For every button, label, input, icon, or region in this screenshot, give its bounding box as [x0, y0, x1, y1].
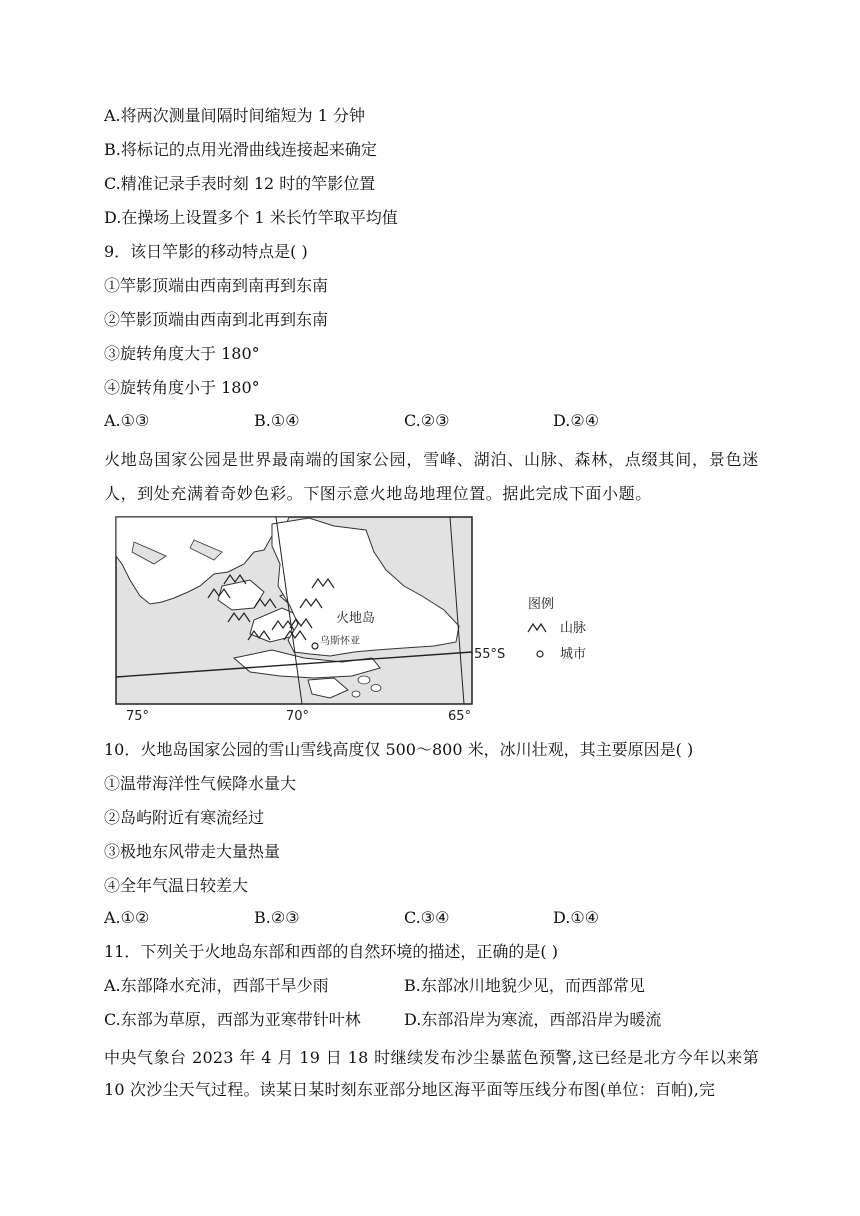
city-label: 乌斯怀亚 — [320, 636, 360, 647]
q11-stem: 11．下列关于火地岛东部和西部的自然环境的描述，正确的是( ) — [104, 942, 558, 961]
city-dot-ushuaia — [312, 643, 318, 649]
q10-item-3: ③极地东风带走大量热量 — [104, 842, 281, 861]
q8-option-a: A.将两次测量间隔时间缩短为 1 分钟 — [104, 106, 365, 125]
q9-choice-a: A.①③ — [104, 411, 150, 430]
intro-paragraph-1: 火地岛国家公园是世界最南端的国家公园，雪峰、湖泊、山脉、森林，点缀其间，景色迷人，到处充满着奇妙色彩。下图示意火地岛地理位置。据此完成下面小题。 — [104, 450, 759, 503]
q11-choice-a: A.东部降水充沛，西部干旱少雨 — [104, 976, 329, 995]
q11-choice-c: C.东部为草原，西部为亚寒带针叶林 — [104, 1010, 361, 1029]
q9-item-3: ③旋转角度大于 180° — [104, 344, 260, 363]
q9-stem: 9．该日竿影的移动特点是( ) — [104, 242, 308, 261]
lon-label-75: 75° — [126, 709, 150, 724]
q10-item-2: ②岛屿附近有寒流经过 — [104, 808, 265, 827]
map-legend — [528, 597, 586, 662]
intro-paragraph-2: 中央气象台 2023 年 4 月 19 日 18 时继续发布沙尘暴蓝色预警,这已经是北方今年以来第 10 次沙尘天气过程。读某日某时刻东亚部分地区海平面等压线分布图(单位：百帕),完 — [104, 1048, 759, 1099]
q9-choice-b: B.①④ — [254, 411, 300, 430]
q10-choice-b: B.②③ — [254, 908, 300, 927]
lon-label-70: 70° — [286, 709, 310, 724]
q9-item-4: ④旋转角度小于 180° — [104, 378, 260, 397]
q10-choice-a: A.①② — [104, 908, 150, 927]
q11-choice-d: D.东部沿岸为寒流，西部沿岸为暖流 — [404, 1010, 662, 1029]
q10-choice-c: C.③④ — [404, 908, 450, 927]
latitude-label: 55°S — [474, 647, 506, 662]
q10-stem: 10．火地岛国家公园的雪山雪线高度仅 500～800 米，冰川壮观，其主要原因是( ) — [104, 740, 694, 759]
q11-choice-b: B.东部冰川地貌少见，而西部常见 — [404, 976, 645, 995]
q9-item-2: ②竿影顶端由西南到北再到东南 — [104, 310, 329, 329]
tierra-del-fuego-map — [104, 512, 587, 724]
q9-choice-c: C.②③ — [404, 411, 450, 430]
legend-city-icon — [537, 651, 543, 657]
q10-choice-d: D.①④ — [553, 908, 600, 927]
lon-label-65: 65° — [448, 709, 472, 724]
legend-mountain-label: 山脉 — [560, 621, 587, 636]
q9-choice-d: D.②④ — [553, 411, 600, 430]
legend-title: 图例 — [528, 597, 555, 612]
q8-option-b: B.将标记的点用光滑曲线连接起来确定 — [104, 140, 377, 159]
q8-option-d: D.在操场上设置多个 1 米长竹竿取平均值 — [104, 208, 398, 227]
legend-mountain-icon — [528, 624, 546, 632]
island-label: 火地岛 — [336, 611, 376, 626]
legend-city-label: 城市 — [560, 647, 587, 662]
q9-item-1: ①竿影顶端由西南到南再到东南 — [104, 276, 329, 295]
q10-item-4: ④全年气温日较差大 — [104, 876, 249, 895]
q10-item-1: ①温带海洋性气候降水量大 — [104, 774, 297, 793]
q8-option-c: C.精准记录手表时刻 12 时的竿影位置 — [104, 174, 376, 193]
